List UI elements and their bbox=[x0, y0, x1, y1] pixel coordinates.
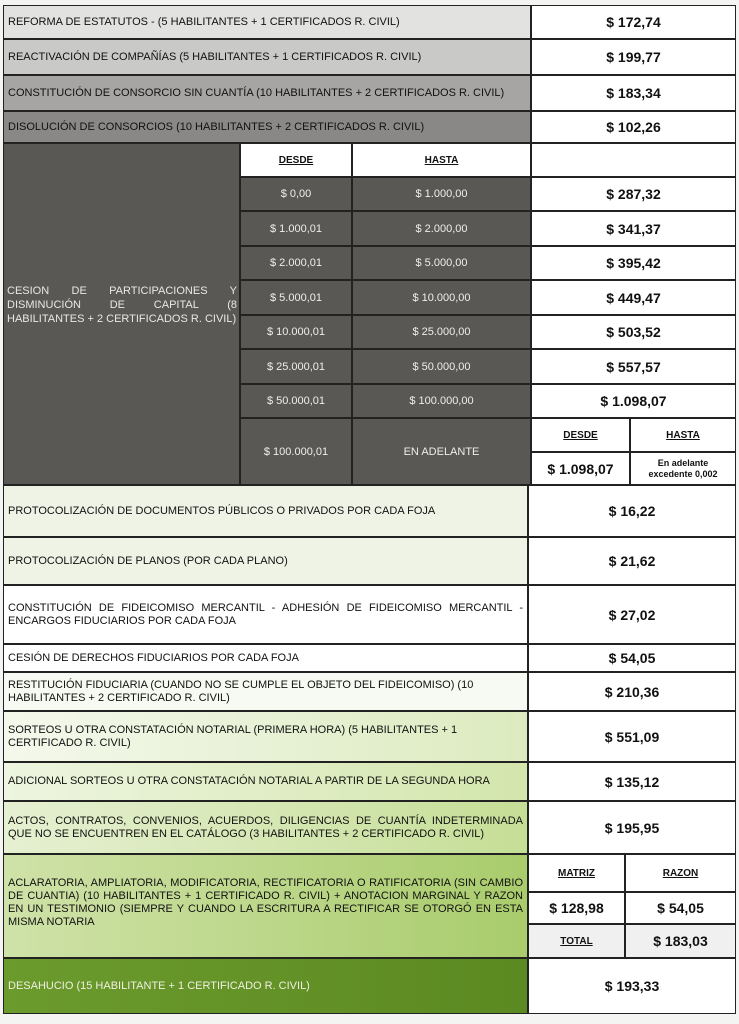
row-protocolizacion-docs-desc: PROTOCOLIZACIÓN DE DOCUMENTOS PÚBLICOS O PRIVADOS POR CADA FOJA bbox=[3, 485, 528, 537]
aclaratoria-total-value: $ 183,03 bbox=[625, 924, 736, 958]
range-hasta: $ 5.000,00 bbox=[352, 246, 531, 280]
row-restitucion-price: $ 210,36 bbox=[528, 672, 736, 711]
row-fideicomiso-price: $ 27,02 bbox=[528, 585, 736, 644]
range-price: $ 395,42 bbox=[531, 246, 736, 280]
row-reactivacion-desc: REACTIVACIÓN DE COMPAÑÍAS (5 HABILITANTES + 1 CERTIFICADOS R. CIVIL) bbox=[3, 39, 531, 75]
row-protocolizacion-planos-price: $ 21,62 bbox=[528, 537, 736, 585]
row-actos-price: $ 195,95 bbox=[528, 801, 736, 854]
row-desahucio-desc: DESAHUCIO (15 HABILITANTE + 1 CERTIFICADO R. CIVIL) bbox=[3, 958, 528, 1014]
last-price-desde: $ 1.098,07 bbox=[531, 452, 630, 485]
row-protocolizacion-planos-desc: PROTOCOLIZACIÓN DE PLANOS (POR CADA PLANO) bbox=[3, 537, 528, 585]
range-price: $ 449,47 bbox=[531, 280, 736, 315]
aclaratoria-razon-value: $ 54,05 bbox=[625, 892, 736, 924]
cesion-desc-cell bbox=[3, 143, 240, 485]
last-price-hasta-line2: excedente 0,002 bbox=[648, 468, 718, 479]
row-disolucion-price: $ 102,26 bbox=[531, 111, 736, 143]
aclaratoria-total-label: TOTAL bbox=[528, 924, 625, 958]
last-price-hasta-header: HASTA bbox=[630, 418, 736, 452]
range-price: $ 287,32 bbox=[531, 177, 736, 211]
range-desde: $ 10.000,01 bbox=[240, 315, 352, 349]
range-hasta: $ 1.000,00 bbox=[352, 177, 531, 211]
range-price: $ 557,57 bbox=[531, 349, 736, 384]
row-cesion-derechos-price: $ 54,05 bbox=[528, 644, 736, 672]
row-consorcio-desc: CONSTITUCIÓN DE CONSORCIO SIN CUANTÍA (10 HABILITANTES + 2 CERTIFICADOS R. CIVIL) bbox=[3, 75, 531, 111]
range-price: $ 341,37 bbox=[531, 211, 736, 246]
row-sorteos-price: $ 551,09 bbox=[528, 711, 736, 762]
row-reforma-price: $ 172,74 bbox=[531, 5, 736, 39]
row-adicional-sorteos-desc: ADICIONAL SORTEOS U OTRA CONSTATACIÓN NOTARIAL A PARTIR DE LA SEGUNDA HORA bbox=[3, 762, 528, 801]
last-price-hasta-line1: En adelante bbox=[657, 457, 709, 468]
aclaratoria-matriz-header: MATRIZ bbox=[528, 854, 625, 892]
row-adicional-sorteos-price: $ 135,12 bbox=[528, 762, 736, 801]
range-hasta: $ 2.000,00 bbox=[352, 211, 531, 246]
range-hasta: $ 25.000,00 bbox=[352, 315, 531, 349]
last-price-desde-header: DESDE bbox=[531, 418, 630, 452]
row-desahucio-price: $ 193,33 bbox=[528, 958, 736, 1014]
row-actos-desc: ACTOS, CONTRATOS, CONVENIOS, ACUERDOS, DILIGENCIAS DE CUANTÍA INDETERMINADA QUE NO SE ENCUENTREN EN EL CATÁLOGO (3 HABILITANTES + 2 CERTIFICADO R. CIVIL) bbox=[3, 801, 528, 854]
range-desde: $ 2.000,01 bbox=[240, 246, 352, 280]
range-hasta: $ 10.000,00 bbox=[352, 280, 531, 315]
range-hasta: $ 50.000,00 bbox=[352, 349, 531, 384]
cesion-price-header-blank bbox=[531, 143, 736, 177]
range-desde: $ 25.000,01 bbox=[240, 349, 352, 384]
range-desde: $ 5.000,01 bbox=[240, 280, 352, 315]
range-price: $ 503,52 bbox=[531, 315, 736, 349]
row-reforma-desc: REFORMA DE ESTATUTOS - (5 HABILITANTES + 1 CERTIFICADOS R. CIVIL) bbox=[3, 5, 531, 39]
range-price: $ 1.098,07 bbox=[531, 384, 736, 418]
range-desde-last: $ 100.000,01 bbox=[240, 418, 352, 485]
row-sorteos-desc: SORTEOS U OTRA CONSTATACIÓN NOTARIAL (PRIMERA HORA) (5 HABILITANTES + 1 CERTIFICADO R. CIVIL) bbox=[3, 711, 528, 762]
range-desde: $ 1.000,01 bbox=[240, 211, 352, 246]
range-desde: $ 50.000,01 bbox=[240, 384, 352, 418]
range-hasta-last: EN ADELANTE bbox=[352, 418, 531, 485]
last-price-hasta bbox=[630, 452, 736, 485]
row-cesion-derechos-desc: CESIÓN DE DERECHOS FIDUCIARIOS POR CADA FOJA bbox=[3, 644, 528, 672]
cesion-hasta-header: HASTA bbox=[352, 143, 531, 177]
row-consorcio-price: $ 183,34 bbox=[531, 75, 736, 111]
row-restitucion-desc: RESTITUCIÓN FIDUCIARIA (CUANDO NO SE CUMPLE EL OBJETO DEL FIDEICOMISO) (10 HABILITANTES + 2 CERTIFICADO R. CIVIL) bbox=[3, 672, 528, 711]
aclaratoria-matriz-value: $ 128,98 bbox=[528, 892, 625, 924]
row-reactivacion-price: $ 199,77 bbox=[531, 39, 736, 75]
aclaratoria-razon-header: RAZON bbox=[625, 854, 736, 892]
cesion-desc: CESION DE PARTICIPACIONES Y DISMINUCIÓN DE CAPITAL (8 HABILITANTES + 2 CERTIFICADOS R. CIVIL) bbox=[7, 285, 237, 325]
row-disolucion-desc: DISOLUCIÓN DE CONSORCIOS (10 HABILITANTES + 2 CERTIFICADOS R. CIVIL) bbox=[3, 111, 531, 143]
aclaratoria-desc: ACLARATORIA, AMPLIATORIA, MODIFICATORIA, RECTIFICATORIA O RATIFICATORIA (SIN CAMBIO DE CUANTIA) (10 HABILITANTES + 1 CERTIFICADO R. CIVIL) + ANOTACION MARGINAL Y RAZON EN UN TESTIMONIO (SIEMPRE Y CUANDO LA ESCRITURA A RECTIFICAR SE OTORGÓ EN ESTA MISMA NOTARIA bbox=[3, 854, 528, 958]
row-fideicomiso-desc: CONSTITUCIÓN DE FIDEICOMISO MERCANTIL - ADHESIÓN DE FIDEICOMISO MERCANTIL - ENCARGOS FIDUCIARIOS POR CADA FOJA bbox=[3, 585, 528, 644]
row-protocolizacion-docs-price: $ 16,22 bbox=[528, 485, 736, 537]
cesion-desde-header: DESDE bbox=[240, 143, 352, 177]
range-desde: $ 0,00 bbox=[240, 177, 352, 211]
range-hasta: $ 100.000,00 bbox=[352, 384, 531, 418]
